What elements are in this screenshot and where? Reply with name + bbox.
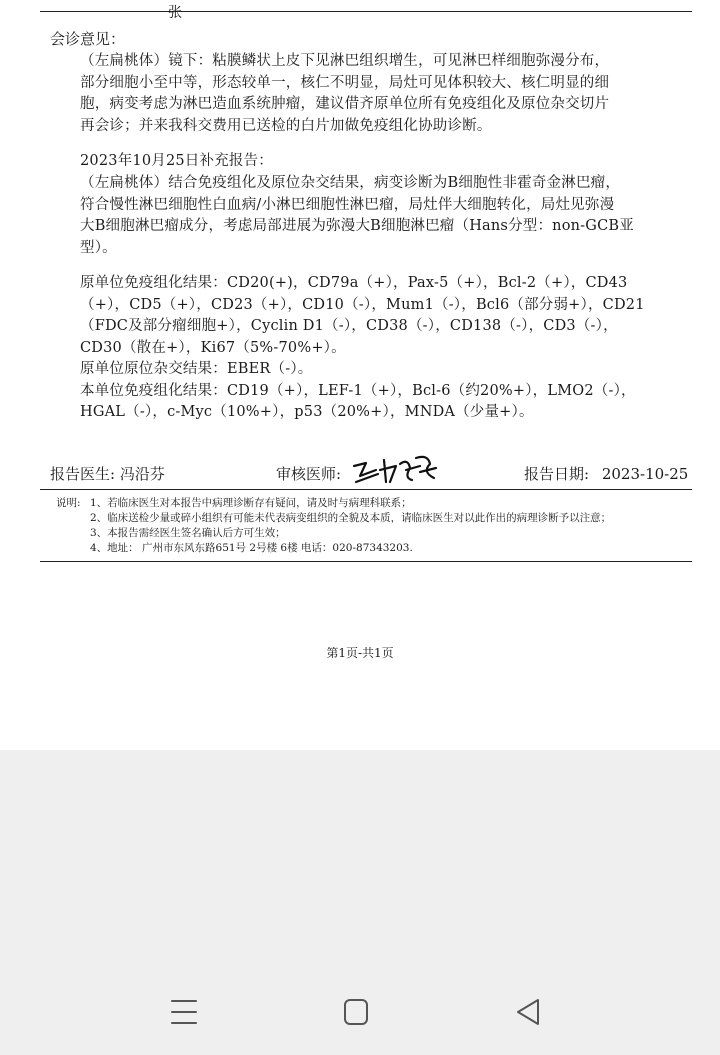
report-date-label: 报告日期:: [524, 465, 590, 483]
report-doctor: [50, 463, 165, 484]
report-date-value: 2023-10-25: [601, 465, 689, 483]
reviewer-label: 审核医师:: [276, 465, 342, 483]
footer-divider-top: [40, 489, 692, 490]
top-divider: [40, 5, 692, 21]
report-date: [524, 463, 688, 484]
menu-icon[interactable]: [162, 990, 206, 1034]
report-doctor-label: 报告医生:: [50, 465, 116, 483]
note-item: 4、地址： 广州市东风东路651号 2号楼 6楼 电话：020-87343203.: [90, 542, 413, 554]
back-icon[interactable]: [506, 990, 550, 1034]
consult-opinion-text: （左扁桃体）镜下：粘膜鳞状上皮下见淋巴组织增生，可见淋巴样细胞弥漫分布， 部分细胞小至中等，形态较单一，核仁不明显，局灶可见体积较大、核仁明显的细 胞，病变考虑为淋巴造血系统肿瘤，建议借齐原单位所有免疫组化及原位杂交切片 再会诊；并来我科交费用已送检的白片加做免疫组化协助诊断。: [80, 53, 610, 134]
page-number: 第1页-共1页: [326, 646, 394, 660]
ihc-results-text: 原单位免疫组化结果：CD20(+)，CD79a（+），Pax-5（+），Bcl-2（+），CD43 （+），CD5（+），CD23（+），CD10（-），Mum1（-），Bcl6（部分弱+），CD21 （FDC及部分瘤细胞+），Cyclin D1（-），CD38（-），CD138（-），CD3（-）， CD30（散在+），Ki67（5%-70%+）。 原单位原位杂交结果：EBER（-）。 本单位免疫组化结果：CD19（+），LEF-1（+），Bcl-6（约20%+），LMO2（-）， HGAL（-），c-Myc（10%+），p53（20%+），MNDA（少量+）。: [80, 275, 645, 420]
report-doctor-name: 冯沿芬: [119, 465, 165, 483]
notes-prefix: 说明:: [56, 497, 81, 509]
footer-divider-bottom: [40, 561, 692, 562]
reviewer-signature-image: [350, 452, 440, 488]
note-item: 3、本报告需经医生签名确认后方可生效；: [90, 527, 286, 539]
note-item: 1、若临床医生对本报告中病理诊断存有疑问，请及时与病理科联系；: [90, 497, 412, 509]
header-cut-text: 张: [168, 5, 182, 21]
home-icon[interactable]: [334, 990, 378, 1034]
consult-label: 会诊意见：: [50, 30, 126, 48]
supplement-report-text: （左扁桃体）结合免疫组化及原位杂交结果，病变诊断为B细胞性非霍奇金淋巴瘤， 符合慢性淋巴细胞性白血病/小淋巴细胞性淋巴瘤，局灶伴大细胞转化，局灶见弥漫 大B细胞淋巴瘤成分，考虑局部进展为弥漫大B细胞淋巴瘤（Hans分型：non-GCB亚 型）。: [80, 175, 634, 256]
note-item: 2、临床送检少量或碎小组织有可能未代表病变组织的全貌及本质，请临床医生对以此作出的病理诊断予以注意；: [90, 512, 612, 524]
supplement-date-line: 2023年10月25日补充报告：: [80, 153, 274, 169]
reviewer: [276, 463, 341, 484]
